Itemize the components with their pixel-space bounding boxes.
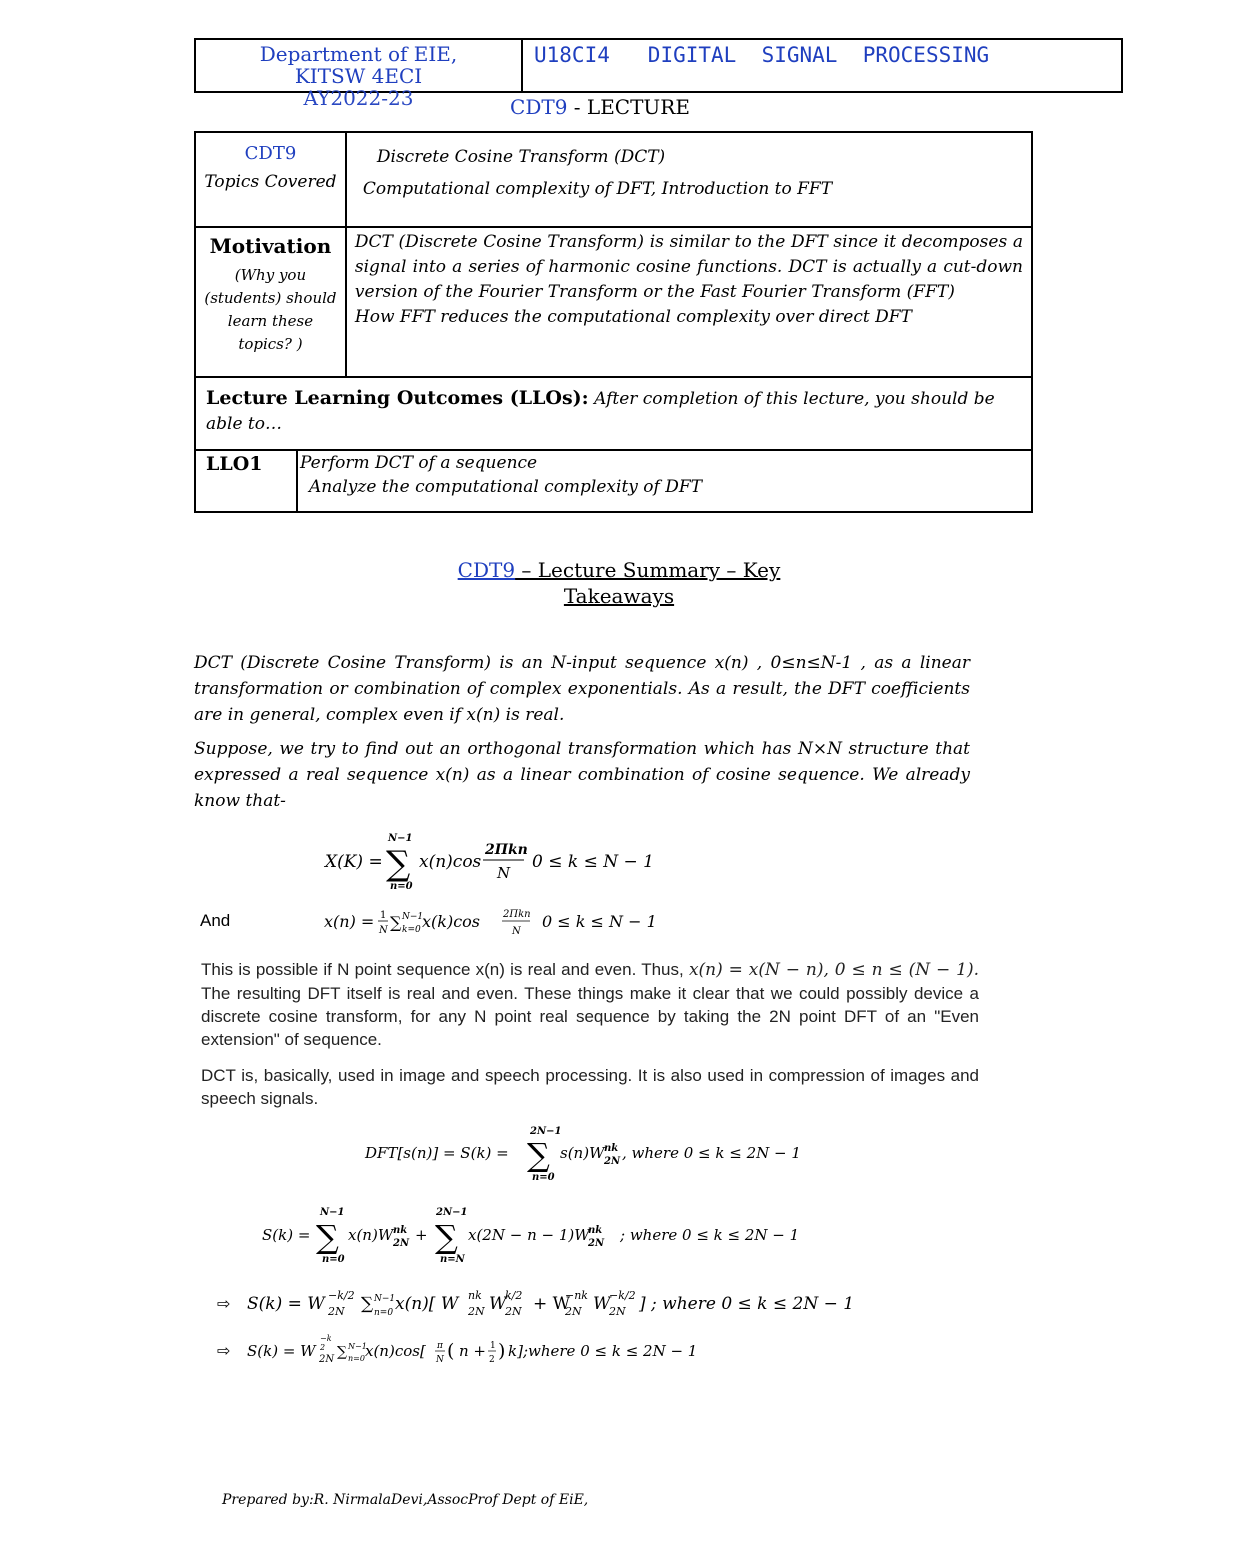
motivation-text-2: How FFT reduces the computational complexity over direct DFT	[354, 307, 912, 327]
lecture-title	[0, 95, 1200, 119]
svg-text:2N: 2N	[328, 1305, 345, 1318]
svg-text:0 ≤ k ≤ N − 1: 0 ≤ k ≤ N − 1	[542, 912, 657, 931]
svg-text:2: 2	[320, 1343, 326, 1352]
motivation-text-cell	[346, 227, 1032, 377]
llo-intro: After completion of this lecture, you should be able to…	[206, 389, 995, 434]
svg-text:W: W	[489, 1294, 507, 1314]
equation-sk-step-2	[215, 1330, 775, 1374]
llo1-line-2: Analyze the computational complexity of DFT	[309, 477, 702, 497]
svg-text:nk: nk	[604, 1143, 619, 1154]
topic-1: Discrete Cosine Transform (DCT)	[376, 147, 666, 167]
equation-dct-forward	[320, 825, 680, 895]
svg-text:n=0: n=0	[322, 1254, 345, 1265]
svg-text:k];where 0 ≤ k ≤ 2N − 1: k];where 0 ≤ k ≤ 2N − 1	[508, 1342, 698, 1360]
svg-text:∑: ∑	[337, 1344, 347, 1360]
svg-text:2N−1: 2N−1	[530, 1126, 562, 1137]
svg-text:2N: 2N	[319, 1354, 335, 1365]
svg-text:+ W: + W	[533, 1294, 571, 1314]
svg-text:x(k)cos: x(k)cos	[422, 912, 481, 931]
svg-text:S(k) = W: S(k) = W	[247, 1294, 325, 1314]
svg-text:∑: ∑	[390, 913, 402, 932]
svg-text:n=0: n=0	[390, 881, 413, 892]
topics-cell	[346, 132, 1032, 227]
department-cell	[196, 40, 523, 110]
llo-header-cell	[195, 377, 1032, 450]
svg-text:∑: ∑	[316, 1218, 339, 1256]
equation-dft-sn	[360, 1118, 840, 1188]
svg-text:x(n)cos: x(n)cos	[419, 852, 482, 872]
svg-text:∑: ∑	[386, 844, 411, 884]
svg-text:X(K) =: X(K) =	[325, 852, 383, 872]
svg-text:0 ≤ k ≤ N − 1: 0 ≤ k ≤ N − 1	[532, 852, 654, 872]
svg-text:N−1: N−1	[348, 1342, 367, 1351]
llo-label: Lecture Learning Outcomes (LLOs):	[206, 387, 589, 409]
course-code: U18CI4	[534, 43, 610, 67]
svg-text:2N−1: 2N−1	[436, 1207, 468, 1218]
svg-text:k/2: k/2	[505, 1289, 523, 1302]
topics-table	[194, 131, 1033, 513]
svg-text:2N: 2N	[588, 1238, 605, 1249]
motivation-label: Motivation	[209, 234, 332, 258]
llo1-cell	[297, 450, 1032, 512]
svg-text:1: 1	[490, 1341, 496, 1351]
svg-text:N: N	[512, 926, 521, 937]
svg-text:N: N	[379, 925, 388, 936]
svg-text:x(2N − n − 1)W: x(2N − n − 1)W	[468, 1226, 590, 1244]
svg-text:−nk: −nk	[565, 1289, 588, 1302]
svg-text:⇨: ⇨	[217, 1294, 231, 1313]
course-name: DIGITAL SIGNAL PROCESSING	[647, 43, 990, 67]
svg-text:] ; where 0 ≤ k ≤ 2N − 1: ] ; where 0 ≤ k ≤ 2N − 1	[639, 1294, 855, 1314]
equation-sk-split	[260, 1200, 820, 1270]
svg-text:W: W	[593, 1294, 611, 1314]
motivation-text: DCT (Discrete Cosine Transform) is similar to the DFT since it decomposes a signal into a series of harmonic cosine functions. DCT is actually a cut-down version of the Fourier Transform or the Fast Fourier Transform (FFT)	[354, 232, 1023, 302]
svg-text:−k: −k	[320, 1334, 332, 1343]
dept-line-1: Department of EIE,	[259, 42, 458, 66]
svg-text:nk: nk	[588, 1225, 603, 1236]
svg-text:x(n)cos[: x(n)cos[	[365, 1342, 426, 1360]
svg-text:π: π	[437, 1341, 443, 1351]
svg-text:; where 0 ≤ k ≤ 2N − 1: ; where 0 ≤ k ≤ 2N − 1	[620, 1226, 800, 1244]
svg-text:n=0: n=0	[532, 1172, 555, 1183]
svg-text:∑: ∑	[361, 1294, 374, 1314]
summary-title-line-2: Takeaways	[563, 584, 675, 608]
topic-2: Computational complexity of DFT, Introduction to FFT	[362, 179, 833, 199]
svg-text:2N: 2N	[609, 1305, 626, 1318]
svg-text:2N: 2N	[604, 1156, 621, 1167]
summary-title	[0, 557, 1238, 609]
svg-text:2Πkn: 2Πkn	[503, 909, 531, 920]
summary-paragraph-3	[201, 958, 979, 1051]
svg-text:−k/2: −k/2	[609, 1289, 636, 1302]
paragraph-3-text: This is possible if N point sequence x(n) is real and even. Thus,	[201, 960, 684, 979]
lecture-code: CDT9	[510, 95, 568, 119]
svg-text:2N: 2N	[468, 1305, 485, 1318]
svg-text:nk: nk	[393, 1225, 408, 1236]
svg-text:n=0: n=0	[348, 1354, 365, 1363]
svg-text:k=0: k=0	[402, 925, 421, 935]
svg-text:n=0: n=0	[374, 1308, 394, 1318]
svg-text:2Πkn: 2Πkn	[485, 842, 528, 858]
svg-text:N−1: N−1	[374, 1294, 396, 1304]
dept-line-3: AY2022-23	[303, 86, 414, 110]
svg-text:2N: 2N	[393, 1238, 410, 1249]
svg-text:∑: ∑	[435, 1218, 458, 1256]
svg-text:x(n) =: x(n) =	[324, 912, 375, 931]
equation-dct-inverse	[322, 900, 682, 945]
svg-text:nk: nk	[468, 1289, 482, 1302]
svg-text:⇨: ⇨	[217, 1341, 231, 1360]
svg-text:, where 0 ≤ k ≤ 2N − 1: , where 0 ≤ k ≤ 2N − 1	[622, 1144, 801, 1162]
svg-text:x(n)[ W: x(n)[ W	[395, 1294, 459, 1314]
motivation-cell	[195, 227, 346, 377]
summary-title-rest: – Lecture Summary – Key	[515, 558, 781, 582]
dept-line-2: KITSW 4ECI	[294, 64, 423, 88]
cdt-cell	[195, 132, 346, 227]
and-label: And	[200, 911, 231, 930]
svg-text:+: +	[415, 1226, 428, 1244]
cdt-code: CDT9	[244, 143, 297, 164]
svg-text:x(n)W: x(n)W	[348, 1226, 394, 1244]
paragraph-3-equation: x(n) = x(N − n), 0 ≤ n ≤ (N − 1).	[688, 960, 979, 980]
paragraph-3-rest: The resulting DFT itself is real and even. These things make it clear that we could possibly device a discrete cosine transform, for any N point real sequence by taking the 2N point DFT of an "Even extension" of sequence.	[201, 984, 979, 1049]
svg-text:−k/2: −k/2	[328, 1289, 355, 1302]
course-cell	[534, 43, 989, 67]
svg-text:N: N	[436, 1355, 444, 1365]
svg-text:S(k) =: S(k) =	[262, 1226, 311, 1244]
summary-paragraph-2: Suppose, we try to find out an orthogonal transformation which has N×N structure that expressed a real sequence x(n) as a linear combination of cosine sequence. We already know that-	[194, 739, 970, 811]
llo1-line-1: Perform DCT of a sequence	[300, 453, 538, 473]
svg-text:2N: 2N	[505, 1305, 522, 1318]
svg-text:s(n)W: s(n)W	[560, 1144, 605, 1162]
svg-text:): )	[498, 1340, 506, 1362]
footer: Prepared by:R. NirmalaDevi,AssocProf Dept of EiE,	[222, 1492, 589, 1508]
svg-text:(: (	[447, 1340, 455, 1362]
topics-label: Topics Covered	[204, 172, 337, 192]
summary-paragraph-1: DCT (Discrete Cosine Transform) is an N-input sequence x(n) , 0≤n≤N-1 , as a linear transformation or combination of complex exponentials. As a result, the DFT coefficients are in general, complex even if x(n) is real.	[194, 653, 970, 725]
svg-text:∑: ∑	[527, 1136, 550, 1174]
motivation-note: (Why you (students) should learn these topics? )	[204, 266, 337, 353]
equation-sk-step-1	[215, 1285, 955, 1325]
svg-text:2N: 2N	[565, 1305, 582, 1318]
svg-text:N−1: N−1	[402, 912, 424, 922]
svg-text:n=N: n=N	[440, 1254, 465, 1265]
svg-text:S(k) = W: S(k) = W	[247, 1342, 316, 1360]
lecture-title-rest: - LECTURE	[567, 95, 690, 119]
svg-text:N−1: N−1	[320, 1207, 345, 1218]
svg-text:DFT[s(n)] = S(k) =: DFT[s(n)] = S(k) =	[365, 1144, 509, 1162]
svg-text:1: 1	[380, 910, 387, 921]
summary-code: CDT9	[457, 558, 516, 582]
svg-text:2: 2	[489, 1355, 495, 1365]
svg-text:N: N	[497, 864, 511, 882]
llo1-label: LLO1	[195, 450, 297, 512]
summary-paragraph-4: DCT is, basically, used in image and speech processing. It is also used in compression of images and speech signals.	[201, 1066, 979, 1108]
svg-text:n +: n +	[459, 1342, 486, 1360]
svg-text:N−1: N−1	[388, 833, 413, 844]
